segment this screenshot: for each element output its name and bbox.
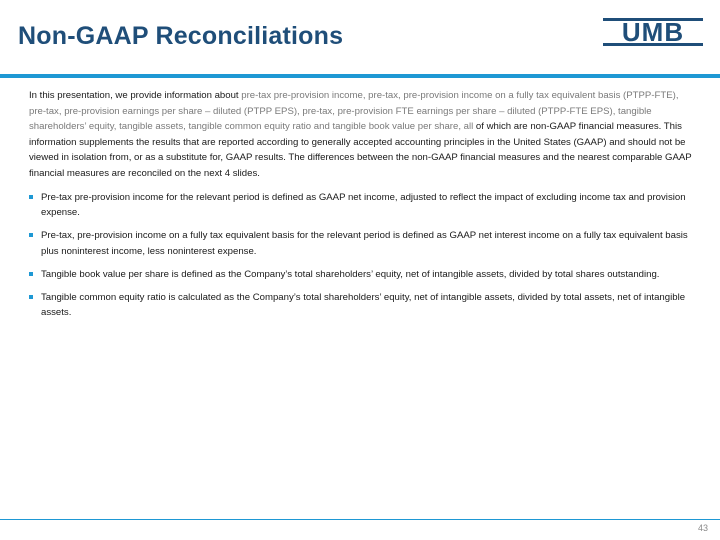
bullet-marker-icon bbox=[29, 295, 33, 299]
list-item-text: Pre-tax pre-provision income for the relevant period is defined as GAAP net income, adjusted to reflect the impact of excluding income tax and provision expense. bbox=[41, 192, 686, 219]
intro-tail: of which are non-GAAP financial measures. This information supplements the results that are reported according to generally accepted accounting principles in the United States (GAAP) and should not be viewed in isolation from, or as a substitute for, GAAP results. The differences between the non-GAAP financial measures and the nearest comparable GAAP financial measures are reconciled on the next 4 slides. bbox=[29, 121, 692, 179]
list-item-text: Tangible book value per share is defined as the Company’s total shareholders’ equity, net of intangible assets, divided by total shares outstanding. bbox=[41, 268, 660, 280]
logo-text: UMB bbox=[621, 18, 685, 46]
intro-lead: In this presentation, we provide information about bbox=[29, 90, 242, 101]
bullet-marker-icon bbox=[29, 272, 33, 276]
definitions-list bbox=[29, 190, 697, 328]
slide-title: Non-GAAP Reconciliations bbox=[18, 22, 344, 50]
intro-paragraph bbox=[29, 88, 697, 182]
intro-measures: pre-tax pre-provision income, pre-tax, pre-provision income on a fully tax equivalent basis (PTPP-FTE), pre-tax, pre-provision earnings per share – diluted (PTPP EPS), pre-tax, pre-provision FTE earnings per share – diluted (PTPP-FTE EPS), tangible shareholders’ equity, tangible assets, tangible common equity ratio and tangible book value per share, all bbox=[29, 90, 679, 133]
list-item bbox=[29, 190, 697, 220]
footer-divider bbox=[0, 519, 720, 520]
page-number: 43 bbox=[697, 523, 708, 533]
list-item bbox=[29, 290, 697, 320]
list-item bbox=[29, 228, 697, 258]
list-item-text: Pre-tax, pre-provision income on a fully tax equivalent basis for the relevant period is defined as GAAP net interest income on a fully tax equivalent basis plus noninterest income, less noninterest expense. bbox=[41, 230, 688, 257]
bullet-marker-icon bbox=[29, 195, 33, 199]
list-item bbox=[29, 267, 697, 282]
list-item-text: Tangible common equity ratio is calculated as the Company’s total shareholders’ equity, net of intangible assets, divided by total assets, net of intangible assets. bbox=[41, 292, 686, 319]
umb-logo bbox=[603, 18, 703, 46]
bullet-marker-icon bbox=[29, 233, 33, 237]
header-divider bbox=[0, 74, 720, 78]
